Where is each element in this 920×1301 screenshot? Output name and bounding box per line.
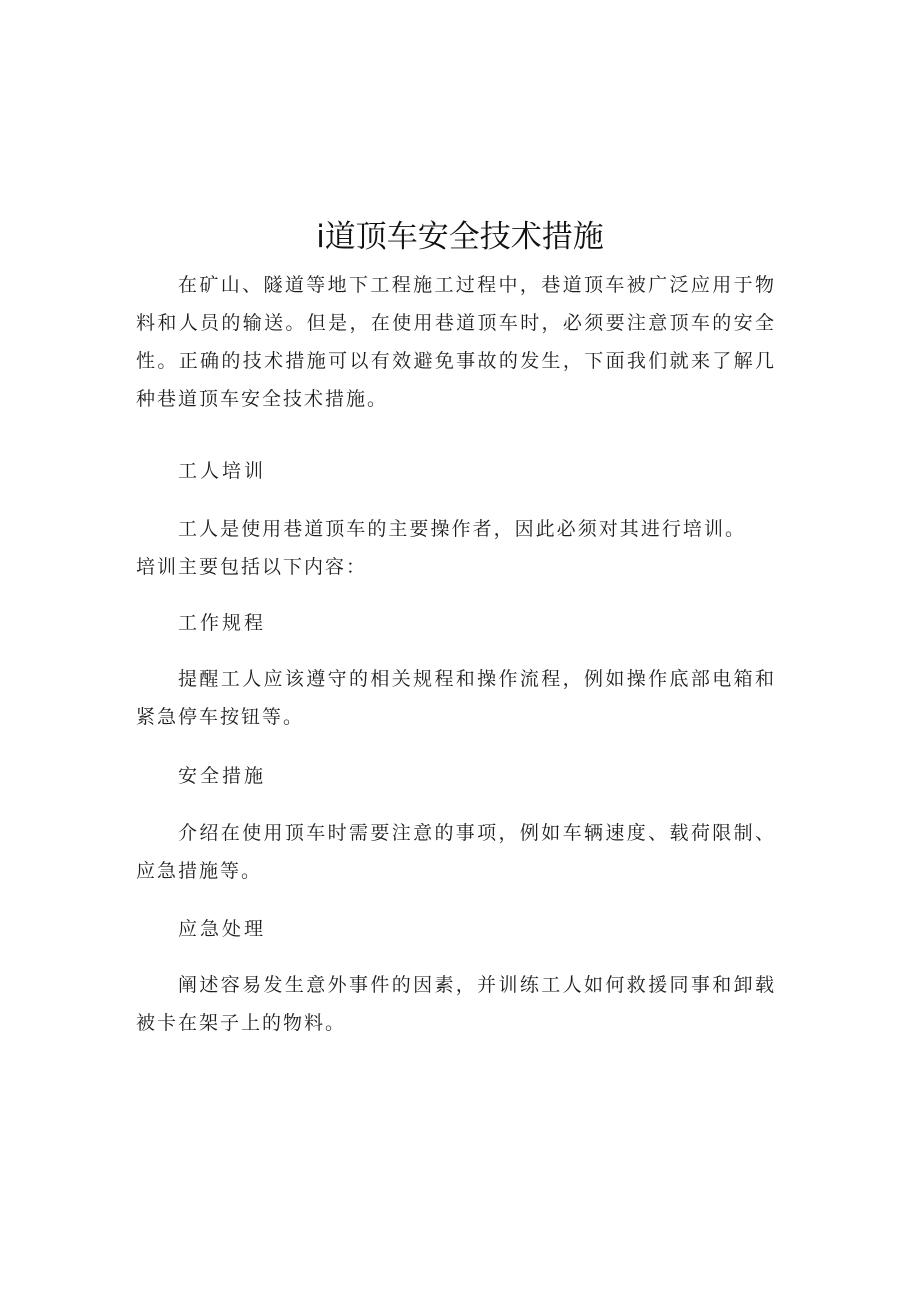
section-heading-worker-training: 工人培训 <box>178 460 267 482</box>
section-heading-emergency-handling: 应急处理 <box>178 918 267 940</box>
section-body-worker-training: 工人是使用巷道顶车的主要操作者，因此必须对其进行培训。培训主要包括以下内容： <box>136 518 746 578</box>
section-body-emergency-handling: 阐述容易发生意外事件的因素，并训练工人如何救援同事和卸载被卡在架子上的物料。 <box>136 974 776 1034</box>
intro-paragraph: 在矿山、隧道等地下工程施工过程中，巷道顶车被广泛应用于物料和人员的输送。但是，在使用巷道顶车时，必须要注意顶车的安全性。正确的技术措施可以有效避免事故的发生，下面我们就来了解几种巷道顶车安全技术措施。 <box>136 274 776 410</box>
document-title: i道顶车安全技术措施 <box>316 219 604 255</box>
section-body-work-rules: 提醒工人应该遵守的相关规程和操作流程，例如操作底部电箱和紧急停车按钮等。 <box>136 668 776 728</box>
section-body-safety-measures: 介绍在使用顶车时需要注意的事项，例如车辆速度、载荷限制、应急措施等。 <box>136 822 776 882</box>
section-heading-work-rules: 工作规程 <box>178 612 267 634</box>
section-heading-safety-measures: 安全措施 <box>178 765 267 787</box>
